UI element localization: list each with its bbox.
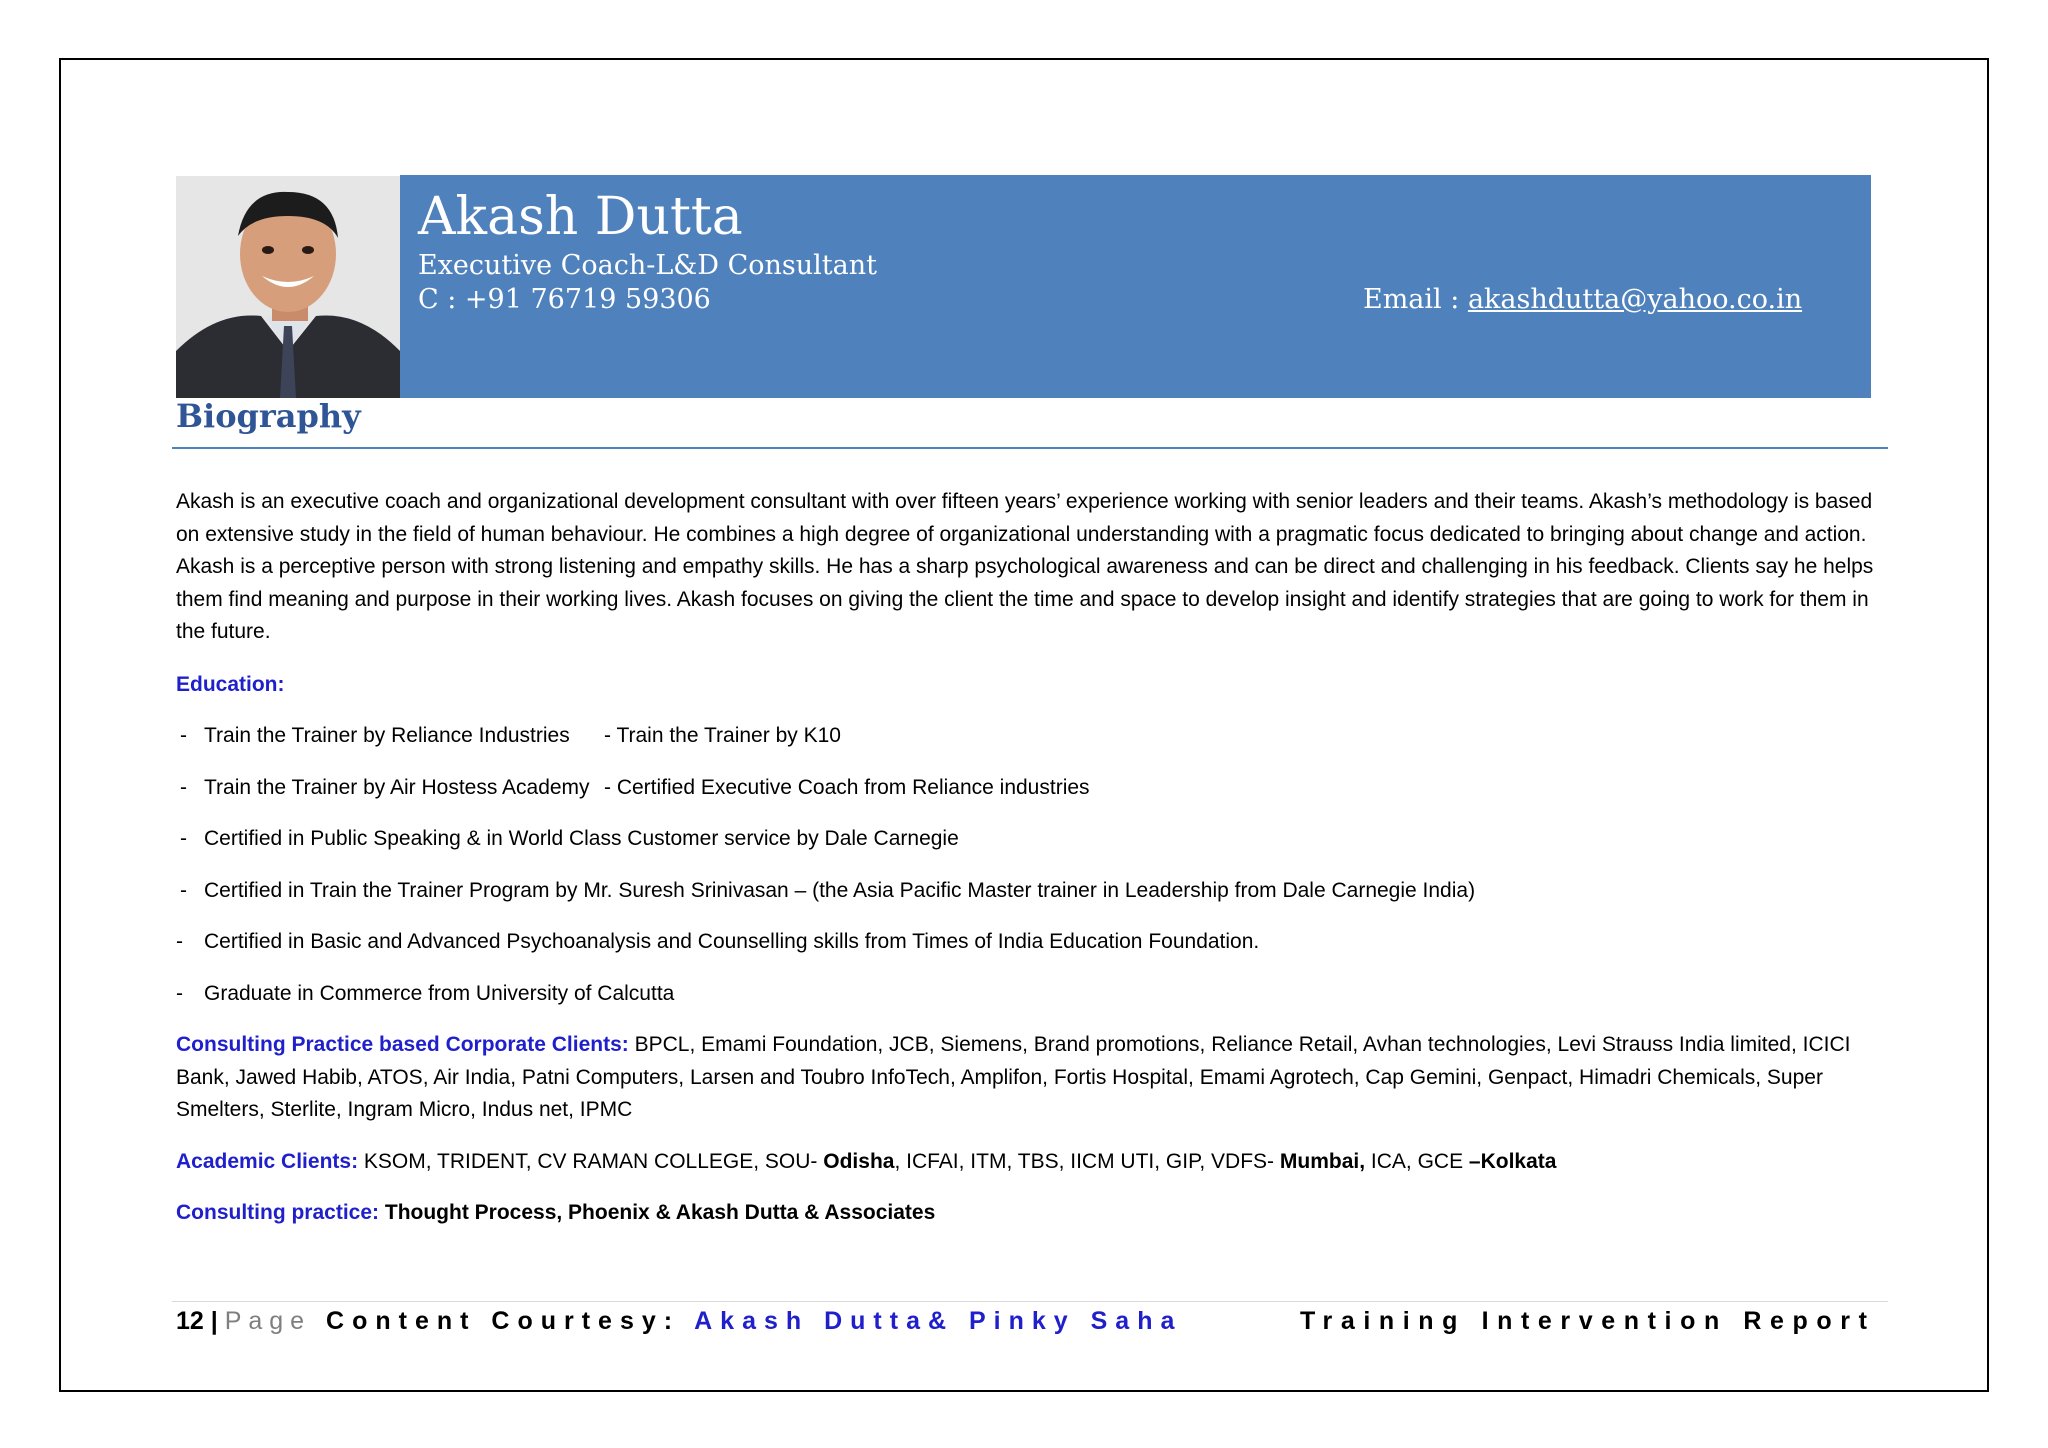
- corporate-clients-label: Consulting Practice based Corporate Clients:: [176, 1033, 629, 1056]
- education-item: - Graduate in Commerce from University of Calcutta: [176, 978, 1878, 1011]
- academic-clients-text: ICA, GCE: [1365, 1149, 1469, 1173]
- header-banner: [400, 175, 1871, 398]
- academic-clients-label: Academic Clients:: [176, 1149, 359, 1173]
- education-item-text: Train the Trainer by Reliance Industries: [204, 724, 570, 747]
- academic-clients-text: , ICFAI, ITM, TBS, IICM UTI, GIP, VDFS-: [894, 1149, 1280, 1173]
- education-item: - Train the Trainer by Air Hostess Academy - Certified Executive Coach from Reliance industries: [176, 772, 1878, 805]
- email-label: Email :: [1363, 284, 1468, 315]
- email-link[interactable]: akashdutta@yahoo.co.in: [1467, 284, 1803, 315]
- person-role: Executive Coach-L&D Consultant: [418, 250, 877, 281]
- content-courtesy: Content Courtesy:: [311, 1307, 695, 1335]
- bio-paragraph: Akash is an executive coach and organizational development consultant with over fifteen years’ experience working with senior leaders and their teams. Akash’s methodology is based on extensive study in the field of human behaviour. He combines a high degree of organizational understanding with a pragmatic focus dedicated to bringing about change and action. Akash is a perceptive person with strong listening and empathy skills. He has a sharp psychological awareness and can be direct and challenging in his feedback. Clients say he helps them find meaning and purpose in their working lives. Akash focuses on giving the client the time and space to develop insight and identify strategies that are going to work for them in the future.: [176, 490, 1874, 643]
- education-item: - Certified in Basic and Advanced Psychoanalysis and Counselling skills from Times of India Education Foundation.: [176, 926, 1878, 959]
- consulting-practice-paragraph: [176, 1197, 1878, 1230]
- portrait-image: [176, 176, 400, 398]
- footer-separator: |: [203, 1307, 225, 1335]
- education-item-text: Graduate in Commerce from University of Calcutta: [204, 981, 675, 1005]
- academic-region: –Kolkata: [1468, 1149, 1557, 1173]
- education-item-text: Certified in Train the Trainer Program by Mr. Suresh Srinivasan – (the Asia Pacific Master trainer in Leadership from Dale Carnegie India): [204, 878, 1476, 902]
- academic-clients-text: KSOM, TRIDENT, CV RAMAN COLLEGE, SOU-: [358, 1149, 824, 1173]
- page-word: Page: [224, 1307, 312, 1335]
- email-line: [1363, 282, 1802, 317]
- corporate-clients-paragraph: [176, 1029, 1878, 1127]
- profile-photo: [176, 176, 400, 398]
- person-phone: C : +91 76719 59306: [418, 284, 711, 315]
- biography-content: [176, 486, 1878, 1249]
- education-heading: Education:: [176, 672, 285, 696]
- page-number: 12: [176, 1307, 204, 1335]
- consulting-practice-label: Consulting practice:: [176, 1201, 380, 1224]
- education-item: - Train the Trainer by Reliance Industries - Train the Trainer by K10: [176, 720, 1878, 753]
- education-item-text: Certified in Public Speaking & in World Class Customer service by Dale Carnegie: [204, 827, 959, 850]
- section-divider: [172, 447, 1888, 449]
- page-footer: [176, 1306, 1182, 1336]
- education-item-text: - Train the Trainer by K10: [604, 724, 841, 747]
- academic-clients-paragraph: [176, 1146, 1878, 1179]
- footer-authors: Akash Dutta& Pinky Saha: [694, 1307, 1183, 1335]
- person-name: Akash Dutta: [418, 187, 743, 247]
- footer-divider: [172, 1301, 1888, 1302]
- corporate-clients-text: BPCL, Emami Foundation, JCB, Siemens, Brand promotions, Reliance Retail, Avhan technologies, Levi Strauss India limited, ICICI Bank, Jawed Habib, ATOS, Air India, Patni Computers, Larsen and Toubro InfoTech, Amplifon, Fortis Hospital, Emami Agrotech, Cap Gemini, Genpact, Himadri Chemicals, Super Smelters, Sterlite, Ingram Micro, Indus net, IPMC: [176, 1033, 1851, 1121]
- section-title-biography: Biography: [176, 397, 361, 435]
- academic-region: Mumbai,: [1279, 1149, 1366, 1173]
- education-item-text: Certified in Basic and Advanced Psychoanalysis and Counselling skills from Times of India Education Foundation.: [204, 930, 1260, 953]
- education-item-text: - Certified Executive Coach from Reliance industries: [604, 775, 1090, 799]
- education-item-text: Train the Trainer by Air Hostess Academy: [204, 775, 590, 799]
- report-title: Training Intervention Report: [1300, 1307, 1876, 1335]
- education-item: - Certified in Train the Trainer Program by Mr. Suresh Srinivasan – (the Asia Pacific Master trainer in Leadership from Dale Carnegie India): [176, 875, 1878, 908]
- education-item: - Certified in Public Speaking & in World Class Customer service by Dale Carnegie: [176, 823, 1878, 856]
- academic-region: Odisha: [823, 1149, 895, 1173]
- consulting-practice-text: Thought Process, Phoenix & Akash Dutta & Associates: [379, 1201, 936, 1224]
